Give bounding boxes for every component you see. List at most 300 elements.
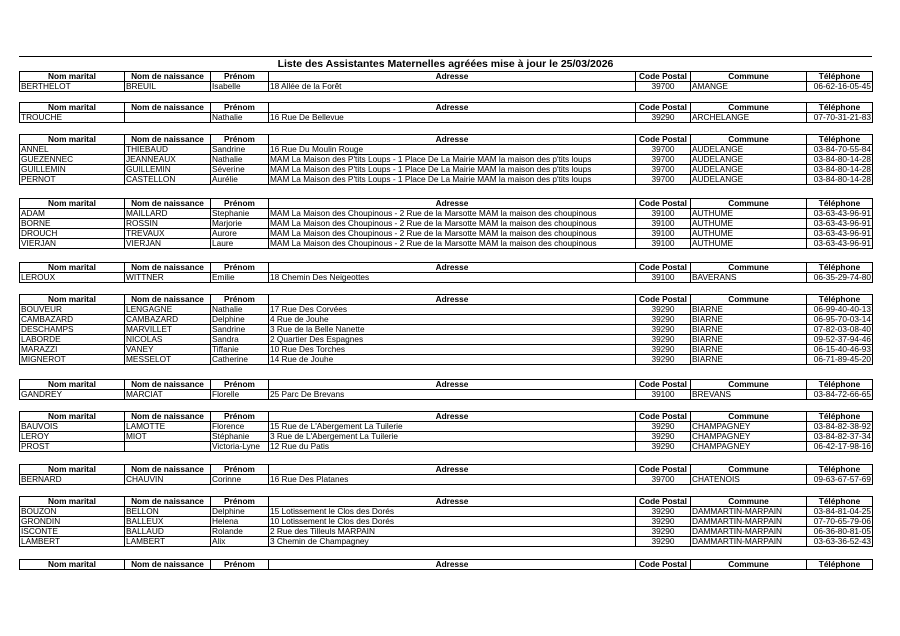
cell-code-postal: 39700 xyxy=(636,475,691,485)
table-header-row xyxy=(20,263,873,273)
cell-telephone: 06-42-17-98-16 xyxy=(807,442,873,452)
header-adresse: Adresse xyxy=(269,465,636,475)
cell-commune: AUTHUME xyxy=(691,209,807,219)
cell-nom-marital: BOUZON xyxy=(20,507,125,517)
header-nom-naissance: Nom de naissance xyxy=(125,199,211,209)
cell-nom-marital: PROST xyxy=(20,442,125,452)
cell-adresse: MAM La Maison des P'tits Loups - 1 Place De La Mairie MAM la maison des p'tits loups xyxy=(269,165,636,175)
cell-nom-naissance: LAMOTTE xyxy=(125,422,211,432)
cell-adresse: 4 Rue de Jouhe xyxy=(269,315,636,325)
cell-telephone: 03-84-72-66-65 xyxy=(807,390,873,400)
cell-code-postal: 39290 xyxy=(636,305,691,315)
header-adresse: Adresse xyxy=(269,103,636,113)
cell-code-postal: 39700 xyxy=(636,175,691,185)
cell-prenom: Helena xyxy=(211,517,269,527)
cell-code-postal: 39290 xyxy=(636,315,691,325)
table-row xyxy=(20,175,873,185)
cell-prenom: Rolande xyxy=(211,527,269,537)
cell-adresse: 16 Rue De Bellevue xyxy=(269,113,636,123)
table-row xyxy=(20,390,873,400)
cell-nom-naissance: CASTELLON xyxy=(125,175,211,185)
table-row xyxy=(20,422,873,432)
header-nom-naissance: Nom de naissance xyxy=(125,560,211,570)
cell-code-postal: 39290 xyxy=(636,113,691,123)
header-commune: Commune xyxy=(691,103,807,113)
cell-adresse: MAM La Maison des P'tits Loups - 1 Place De La Mairie MAM la maison des p'tits loups xyxy=(269,155,636,165)
cell-telephone: 06-35-29-74-80 xyxy=(807,273,873,283)
cell-prenom: Aurore xyxy=(211,229,269,239)
table-row xyxy=(20,537,873,547)
header-prenom: Prénom xyxy=(211,497,269,507)
cell-adresse: 3 Chemin de Champagney xyxy=(269,537,636,547)
cell-commune: BIARNE xyxy=(691,325,807,335)
table-row xyxy=(20,273,873,283)
header-nom-marital: Nom marital xyxy=(20,263,125,273)
cell-adresse: MAM La Maison des P'tits Loups - 1 Place De La Mairie MAM la maison des p'tits loups xyxy=(269,175,636,185)
table-header-row xyxy=(20,412,873,422)
cell-code-postal: 39700 xyxy=(636,145,691,155)
commune-table xyxy=(19,198,873,249)
cell-commune: AUDELANGE xyxy=(691,155,807,165)
table-header-row xyxy=(20,465,873,475)
cell-nom-marital: MIGNEROT xyxy=(20,355,125,365)
header-telephone: Téléphone xyxy=(807,103,873,113)
header-code-postal: Code Postal xyxy=(636,103,691,113)
cell-telephone: 06-15-40-46-93 xyxy=(807,345,873,355)
header-prenom: Prénom xyxy=(211,263,269,273)
cell-code-postal: 39700 xyxy=(636,155,691,165)
cell-commune: CHAMPAGNEY xyxy=(691,432,807,442)
cell-nom-marital: LAMBERT xyxy=(20,537,125,547)
cell-telephone: 07-70-65-79-06 xyxy=(807,517,873,527)
cell-prenom: Florence xyxy=(211,422,269,432)
cell-nom-naissance: MAILLARD xyxy=(125,209,211,219)
cell-prenom: Marjorie xyxy=(211,219,269,229)
header-adresse: Adresse xyxy=(269,412,636,422)
header-commune: Commune xyxy=(691,380,807,390)
cell-prenom: Nathalie xyxy=(211,113,269,123)
cell-code-postal: 39290 xyxy=(636,442,691,452)
cell-nom-marital: GUILLEMIN xyxy=(20,165,125,175)
commune-table xyxy=(19,134,873,185)
cell-telephone: 06-95-70-03-14 xyxy=(807,315,873,325)
cell-nom-naissance: TREVAUX xyxy=(125,229,211,239)
cell-commune: AMANGE xyxy=(691,82,807,92)
header-commune: Commune xyxy=(691,497,807,507)
header-adresse: Adresse xyxy=(269,295,636,305)
cell-nom-marital: GUEZENNEC xyxy=(20,155,125,165)
header-prenom: Prénom xyxy=(211,465,269,475)
cell-telephone: 03-84-82-38-92 xyxy=(807,422,873,432)
cell-prenom: Sandrine xyxy=(211,145,269,155)
header-adresse: Adresse xyxy=(269,263,636,273)
cell-adresse: 18 Allée de la Forêt xyxy=(269,82,636,92)
cell-prenom: Corinne xyxy=(211,475,269,485)
cell-prenom: Aurélie xyxy=(211,175,269,185)
header-telephone: Téléphone xyxy=(807,412,873,422)
cell-nom-marital: TROUCHE xyxy=(20,113,125,123)
header-commune: Commune xyxy=(691,199,807,209)
commune-table xyxy=(19,102,873,123)
table-row xyxy=(20,165,873,175)
cell-nom-marital: GRONDIN xyxy=(20,517,125,527)
header-commune: Commune xyxy=(691,560,807,570)
cell-commune: AUTHUME xyxy=(691,239,807,249)
table-row xyxy=(20,527,873,537)
cell-commune: AUDELANGE xyxy=(691,175,807,185)
table-header-row xyxy=(20,103,873,113)
header-prenom: Prénom xyxy=(211,135,269,145)
header-commune: Commune xyxy=(691,263,807,273)
table-row xyxy=(20,507,873,517)
cell-nom-naissance: BALLEUX xyxy=(125,517,211,527)
cell-commune: CHATENOIS xyxy=(691,475,807,485)
header-code-postal: Code Postal xyxy=(636,380,691,390)
cell-adresse: 2 Rue des Tilleuls MARPAIN xyxy=(269,527,636,537)
cell-prenom: Nathalie xyxy=(211,155,269,165)
cell-telephone: 06-36-80-81-05 xyxy=(807,527,873,537)
cell-telephone: 03-63-43-96-91 xyxy=(807,239,873,249)
cell-commune: DAMMARTIN-MARPAIN xyxy=(691,537,807,547)
header-nom-marital: Nom marital xyxy=(20,497,125,507)
cell-telephone: 03-63-36-52-43 xyxy=(807,537,873,547)
cell-commune: BIARNE xyxy=(691,315,807,325)
header-code-postal: Code Postal xyxy=(636,465,691,475)
table-row xyxy=(20,209,873,219)
header-nom-marital: Nom marital xyxy=(20,103,125,113)
cell-prenom: Emilie xyxy=(211,273,269,283)
header-telephone: Téléphone xyxy=(807,72,873,82)
cell-commune: BIARNE xyxy=(691,345,807,355)
header-code-postal: Code Postal xyxy=(636,560,691,570)
cell-code-postal: 39100 xyxy=(636,390,691,400)
cell-commune: AUTHUME xyxy=(691,229,807,239)
cell-nom-naissance: LAMBERT xyxy=(125,537,211,547)
cell-prenom: Delphine xyxy=(211,315,269,325)
cell-prenom: Isabelle xyxy=(211,82,269,92)
commune-table xyxy=(19,262,873,283)
cell-nom-marital: ADAM xyxy=(20,209,125,219)
header-prenom: Prénom xyxy=(211,103,269,113)
cell-nom-naissance: BREUIL xyxy=(125,82,211,92)
cell-code-postal: 39290 xyxy=(636,517,691,527)
cell-telephone: 09-52-37-94-46 xyxy=(807,335,873,345)
cell-nom-naissance: BELLON xyxy=(125,507,211,517)
cell-prenom: Victoria-Lyne xyxy=(211,442,269,452)
header-nom-marital: Nom marital xyxy=(20,560,125,570)
cell-prenom: Sandra xyxy=(211,335,269,345)
table-row xyxy=(20,335,873,345)
cell-commune: CHAMPAGNEY xyxy=(691,442,807,452)
header-adresse: Adresse xyxy=(269,72,636,82)
cell-nom-naissance: MIOT xyxy=(125,432,211,442)
cell-nom-marital: LABORDE xyxy=(20,335,125,345)
cell-nom-marital: BERTHELOT xyxy=(20,82,125,92)
cell-code-postal: 39700 xyxy=(636,165,691,175)
header-prenom: Prénom xyxy=(211,295,269,305)
header-code-postal: Code Postal xyxy=(636,295,691,305)
header-code-postal: Code Postal xyxy=(636,135,691,145)
table-row xyxy=(20,155,873,165)
header-code-postal: Code Postal xyxy=(636,497,691,507)
cell-prenom: Delphine xyxy=(211,507,269,517)
cell-nom-marital: MARAZZI xyxy=(20,345,125,355)
cell-code-postal: 39290 xyxy=(636,507,691,517)
cell-prenom: Séverine xyxy=(211,165,269,175)
cell-code-postal: 39100 xyxy=(636,239,691,249)
cell-telephone: 09-63-67-57-69 xyxy=(807,475,873,485)
header-telephone: Téléphone xyxy=(807,263,873,273)
cell-nom-naissance: LENGAGNE xyxy=(125,305,211,315)
header-adresse: Adresse xyxy=(269,497,636,507)
cell-adresse: 15 Lotissement le Clos des Dorés xyxy=(269,507,636,517)
cell-prenom: Sandrine xyxy=(211,325,269,335)
header-nom-marital: Nom marital xyxy=(20,199,125,209)
table-header-row xyxy=(20,560,873,570)
cell-prenom: Tiffanie xyxy=(211,345,269,355)
page-title: Liste des Assistantes Maternelles agréées mise à jour le 25/03/2026 xyxy=(277,58,614,70)
header-commune: Commune xyxy=(691,295,807,305)
cell-code-postal: 39100 xyxy=(636,219,691,229)
cell-nom-marital: ANNEL xyxy=(20,145,125,155)
cell-prenom: Stephanie xyxy=(211,209,269,219)
cell-commune: BREVANS xyxy=(691,390,807,400)
header-code-postal: Code Postal xyxy=(636,72,691,82)
cell-prenom: Stéphanie xyxy=(211,432,269,442)
cell-nom-marital: DROUCH xyxy=(20,229,125,239)
table-header-row xyxy=(20,497,873,507)
cell-telephone: 07-70-31-21-83 xyxy=(807,113,873,123)
header-nom-naissance: Nom de naissance xyxy=(125,103,211,113)
cell-prenom: Nathalie xyxy=(211,305,269,315)
cell-nom-naissance: ROSSIN xyxy=(125,219,211,229)
header-nom-naissance: Nom de naissance xyxy=(125,380,211,390)
cell-telephone: 06-99-40-40-13 xyxy=(807,305,873,315)
cell-code-postal: 39700 xyxy=(636,82,691,92)
table-row xyxy=(20,442,873,452)
cell-code-postal: 39290 xyxy=(636,355,691,365)
cell-adresse: MAM La Maison des Choupinous - 2 Rue de la Marsotte MAM la maison des choupinous xyxy=(269,239,636,249)
cell-telephone: 03-84-80-14-28 xyxy=(807,175,873,185)
cell-telephone: 07-82-03-08-40 xyxy=(807,325,873,335)
header-nom-naissance: Nom de naissance xyxy=(125,135,211,145)
cell-nom-marital: BERNARD xyxy=(20,475,125,485)
cell-nom-marital: PERNOT xyxy=(20,175,125,185)
cell-adresse: 17 Rue Des Corvées xyxy=(269,305,636,315)
header-commune: Commune xyxy=(691,135,807,145)
cell-telephone: 03-84-80-14-28 xyxy=(807,165,873,175)
cell-adresse: 25 Parc De Brevans xyxy=(269,390,636,400)
header-adresse: Adresse xyxy=(269,199,636,209)
cell-adresse: 12 Rue du Patis xyxy=(269,442,636,452)
cell-prenom: Catherine xyxy=(211,355,269,365)
header-telephone: Téléphone xyxy=(807,295,873,305)
cell-nom-naissance xyxy=(125,442,211,452)
cell-code-postal: 39100 xyxy=(636,273,691,283)
title-top-rule xyxy=(19,56,872,57)
cell-code-postal: 39290 xyxy=(636,335,691,345)
cell-adresse: MAM La Maison des Choupinous - 2 Rue de la Marsotte MAM la maison des choupinous xyxy=(269,219,636,229)
commune-table xyxy=(19,71,873,92)
cell-nom-naissance: CHAUVIN xyxy=(125,475,211,485)
cell-nom-naissance: CAMBAZARD xyxy=(125,315,211,325)
cell-telephone: 03-84-81-04-25 xyxy=(807,507,873,517)
cell-nom-marital: BAUVOIS xyxy=(20,422,125,432)
cell-adresse: MAM La Maison des Choupinous - 2 Rue de la Marsotte MAM la maison des choupinous xyxy=(269,229,636,239)
cell-code-postal: 39290 xyxy=(636,422,691,432)
table-row xyxy=(20,229,873,239)
header-nom-naissance: Nom de naissance xyxy=(125,412,211,422)
cell-nom-naissance: GUILLEMIN xyxy=(125,165,211,175)
cell-adresse: 2 Quartier Des Espagnes xyxy=(269,335,636,345)
cell-nom-naissance: BALLAUD xyxy=(125,527,211,537)
table-row xyxy=(20,82,873,92)
header-adresse: Adresse xyxy=(269,135,636,145)
table-header-row xyxy=(20,380,873,390)
cell-adresse: 16 Rue Des Platanes xyxy=(269,475,636,485)
cell-telephone: 06-71-89-45-20 xyxy=(807,355,873,365)
cell-code-postal: 39100 xyxy=(636,209,691,219)
cell-commune: AUDELANGE xyxy=(691,165,807,175)
header-commune: Commune xyxy=(691,72,807,82)
cell-nom-naissance: WITTNER xyxy=(125,273,211,283)
cell-adresse: 10 Lotissement le Clos des Dorés xyxy=(269,517,636,527)
table-row xyxy=(20,305,873,315)
commune-table xyxy=(19,559,873,570)
cell-nom-marital: BOUVEUR xyxy=(20,305,125,315)
cell-code-postal: 39290 xyxy=(636,537,691,547)
header-nom-marital: Nom marital xyxy=(20,412,125,422)
header-prenom: Prénom xyxy=(211,412,269,422)
table-header-row xyxy=(20,72,873,82)
cell-prenom: Laure xyxy=(211,239,269,249)
cell-telephone: 03-63-43-96-91 xyxy=(807,229,873,239)
header-nom-marital: Nom marital xyxy=(20,380,125,390)
cell-telephone: 03-84-82-37-34 xyxy=(807,432,873,442)
cell-code-postal: 39100 xyxy=(636,229,691,239)
cell-code-postal: 39290 xyxy=(636,345,691,355)
cell-nom-marital: BORNE xyxy=(20,219,125,229)
cell-adresse: 14 Rue de Jouhe xyxy=(269,355,636,365)
table-row xyxy=(20,517,873,527)
cell-nom-naissance: MESSELOT xyxy=(125,355,211,365)
cell-nom-naissance: THIEBAUD xyxy=(125,145,211,155)
cell-code-postal: 39290 xyxy=(636,527,691,537)
cell-adresse: 16 Rue Du Moulin Rouge xyxy=(269,145,636,155)
header-telephone: Téléphone xyxy=(807,465,873,475)
header-adresse: Adresse xyxy=(269,380,636,390)
cell-commune: BIARNE xyxy=(691,335,807,345)
table-row xyxy=(20,315,873,325)
header-telephone: Téléphone xyxy=(807,380,873,390)
cell-code-postal: 39290 xyxy=(636,432,691,442)
header-nom-naissance: Nom de naissance xyxy=(125,263,211,273)
cell-nom-marital: VIERJAN xyxy=(20,239,125,249)
cell-commune: DAMMARTIN-MARPAIN xyxy=(691,517,807,527)
header-telephone: Téléphone xyxy=(807,135,873,145)
cell-prenom: Florelle xyxy=(211,390,269,400)
header-code-postal: Code Postal xyxy=(636,199,691,209)
header-nom-marital: Nom marital xyxy=(20,135,125,145)
cell-telephone: 03-84-80-14-28 xyxy=(807,155,873,165)
header-code-postal: Code Postal xyxy=(636,412,691,422)
header-telephone: Téléphone xyxy=(807,497,873,507)
table-row xyxy=(20,432,873,442)
table-row xyxy=(20,475,873,485)
cell-nom-marital: CAMBAZARD xyxy=(20,315,125,325)
cell-commune: CHAMPAGNEY xyxy=(691,422,807,432)
cell-telephone: 03-63-43-96-91 xyxy=(807,219,873,229)
header-prenom: Prénom xyxy=(211,72,269,82)
cell-nom-naissance: NICOLAS xyxy=(125,335,211,345)
cell-commune: DAMMARTIN-MARPAIN xyxy=(691,527,807,537)
header-commune: Commune xyxy=(691,465,807,475)
table-header-row xyxy=(20,199,873,209)
cell-commune: BIARNE xyxy=(691,355,807,365)
commune-table xyxy=(19,294,873,365)
cell-adresse: 18 Chemin Des Neigeottes xyxy=(269,273,636,283)
header-code-postal: Code Postal xyxy=(636,263,691,273)
header-nom-naissance: Nom de naissance xyxy=(125,295,211,305)
cell-code-postal: 39290 xyxy=(636,325,691,335)
table-header-row xyxy=(20,295,873,305)
cell-prenom: Alix xyxy=(211,537,269,547)
cell-nom-marital: LEROY xyxy=(20,432,125,442)
table-row xyxy=(20,239,873,249)
table-row xyxy=(20,345,873,355)
cell-adresse: 10 Rue Des Torches xyxy=(269,345,636,355)
cell-nom-naissance: JEANNEAUX xyxy=(125,155,211,165)
cell-commune: BIARNE xyxy=(691,305,807,315)
header-nom-naissance: Nom de naissance xyxy=(125,497,211,507)
cell-commune: ARCHELANGE xyxy=(691,113,807,123)
table-header-row xyxy=(20,135,873,145)
header-adresse: Adresse xyxy=(269,560,636,570)
header-nom-naissance: Nom de naissance xyxy=(125,72,211,82)
cell-nom-naissance: MARCIAT xyxy=(125,390,211,400)
commune-table xyxy=(19,464,873,485)
cell-adresse: 3 Rue de la Belle Nanette xyxy=(269,325,636,335)
header-nom-naissance: Nom de naissance xyxy=(125,465,211,475)
header-prenom: Prénom xyxy=(211,199,269,209)
cell-nom-marital: LEROUX xyxy=(20,273,125,283)
header-prenom: Prénom xyxy=(211,560,269,570)
cell-telephone: 03-84-70-55-84 xyxy=(807,145,873,155)
cell-nom-naissance: VANEY xyxy=(125,345,211,355)
cell-nom-naissance xyxy=(125,113,211,123)
commune-table xyxy=(19,411,873,452)
cell-nom-marital: DESCHAMPS xyxy=(20,325,125,335)
cell-adresse: 3 Rue de L'Abergement La Tuilerie xyxy=(269,432,636,442)
header-nom-marital: Nom marital xyxy=(20,465,125,475)
cell-nom-marital: GANDREY xyxy=(20,390,125,400)
cell-nom-marital: ISCONTE xyxy=(20,527,125,537)
cell-commune: AUDELANGE xyxy=(691,145,807,155)
cell-adresse: 15 Rue de L'Abergement La Tuilerie xyxy=(269,422,636,432)
table-row xyxy=(20,355,873,365)
cell-telephone: 06-62-16-05-45 xyxy=(807,82,873,92)
header-telephone: Téléphone xyxy=(807,560,873,570)
header-prenom: Prénom xyxy=(211,380,269,390)
cell-nom-naissance: VIERJAN xyxy=(125,239,211,249)
header-commune: Commune xyxy=(691,412,807,422)
cell-telephone: 03-63-43-96-91 xyxy=(807,209,873,219)
header-nom-marital: Nom marital xyxy=(20,295,125,305)
cell-commune: DAMMARTIN-MARPAIN xyxy=(691,507,807,517)
table-row xyxy=(20,113,873,123)
cell-commune: AUTHUME xyxy=(691,219,807,229)
header-telephone: Téléphone xyxy=(807,199,873,209)
